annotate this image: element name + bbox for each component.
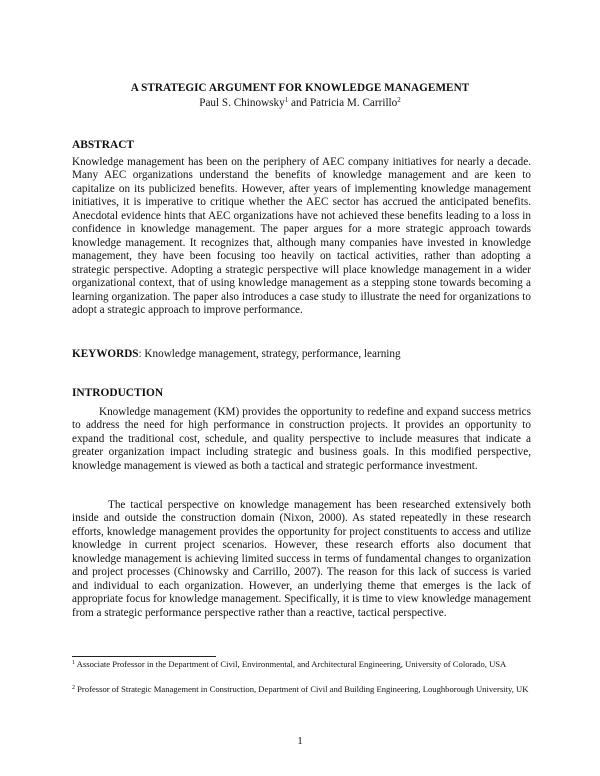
author-2: Patricia M. Carrillo	[309, 97, 398, 109]
footnote-2-mark: 2	[72, 685, 75, 691]
author-line	[0, 97, 600, 109]
keywords-text: : Knowledge management, strategy, performance, learning	[138, 348, 401, 360]
keywords-label: KEYWORDS	[72, 348, 139, 360]
footnote-2-text: Professor of Strategic Management in Construction, Department of Civil and Building Engineering, Loughborough University, UK	[75, 684, 529, 694]
author-1-footnote-mark: 1	[284, 96, 289, 104]
author-2-footnote-mark: 2	[397, 96, 401, 104]
introduction-heading: INTRODUCTION	[72, 387, 164, 399]
introduction-paragraph-2: The tactical perspective on knowledge management has been researched extensively both inside and outside the construction domain (Nixon, 2000). As stated repeatedly in these research efforts, knowledge management provides the opportunity for project constituents to access and utilize knowledge in current project scenarios. However, these research efforts also document that knowledge management is achieving limited success in terms of fundamental changes to organization and project processes (Chinowsky and Carrillo, 2007). The reason for this lack of success is varied and individual to each organization. However, an underlying theme that emerges is the lack of appropriate focus for knowledge management. Specifically, it is time to view knowledge management from a strategic performance perspective rather than a reactive, tactical perspective.	[72, 499, 531, 619]
abstract-heading: ABSTRACT	[72, 139, 135, 151]
abstract-text: Knowledge management has been on the periphery of AEC company initiatives for nearly a decade. Many AEC organizations understand the benefits of knowledge management and are keen to capitalize on its publicized benefits. However, after years of implementing knowledge management initiatives, it is imperative to critique whether the AEC sector has accrued the anticipated benefits. Anecdotal evidence hints that AEC organizations have not achieved these benefits leading to a loss in confidence in knowledge management. The paper argues for a more strategic approach towards knowledge management. It recognizes that, although many companies have invested in knowledge management, they have been focusing too heavily on tactical activities, rather than adopting a strategic perspective. Adopting a strategic perspective will place knowledge management in a wider organizational context, that of using knowledge management as a stepping stone towards becoming a learning organization. The paper also introduces a case study to illustrate the need for organizations to adopt a strategic approach to improve performance.	[72, 156, 531, 316]
footnote-1	[72, 659, 531, 671]
paper-title: A STRATEGIC ARGUMENT FOR KNOWLEDGE MANAGEMENT	[130, 82, 470, 94]
footnote-2	[72, 684, 531, 696]
footnote-1-text: Associate Professor in the Department of Civil, Environmental, and Architectural Engineering, University of Colorado, USA	[75, 659, 507, 669]
author-1: Paul S. Chinowsky	[199, 97, 285, 109]
keywords-line	[72, 348, 401, 360]
author-connector: and	[288, 97, 310, 109]
introduction-paragraph-1: Knowledge management (KM) provides the opportunity to redefine and expand success metrics to address the need for high performance in construction projects. It provides an opportunity to expand the traditional cost, schedule, and quality perspective to include measures that indicate a greater organization impact including strategic and business goals. In this modified perspective, knowledge management is viewed as both a tactical and strategic performance investment.	[72, 406, 531, 472]
page-number: 1	[297, 735, 303, 747]
footnote-1-mark: 1	[72, 660, 75, 666]
footnote-divider	[72, 656, 216, 657]
